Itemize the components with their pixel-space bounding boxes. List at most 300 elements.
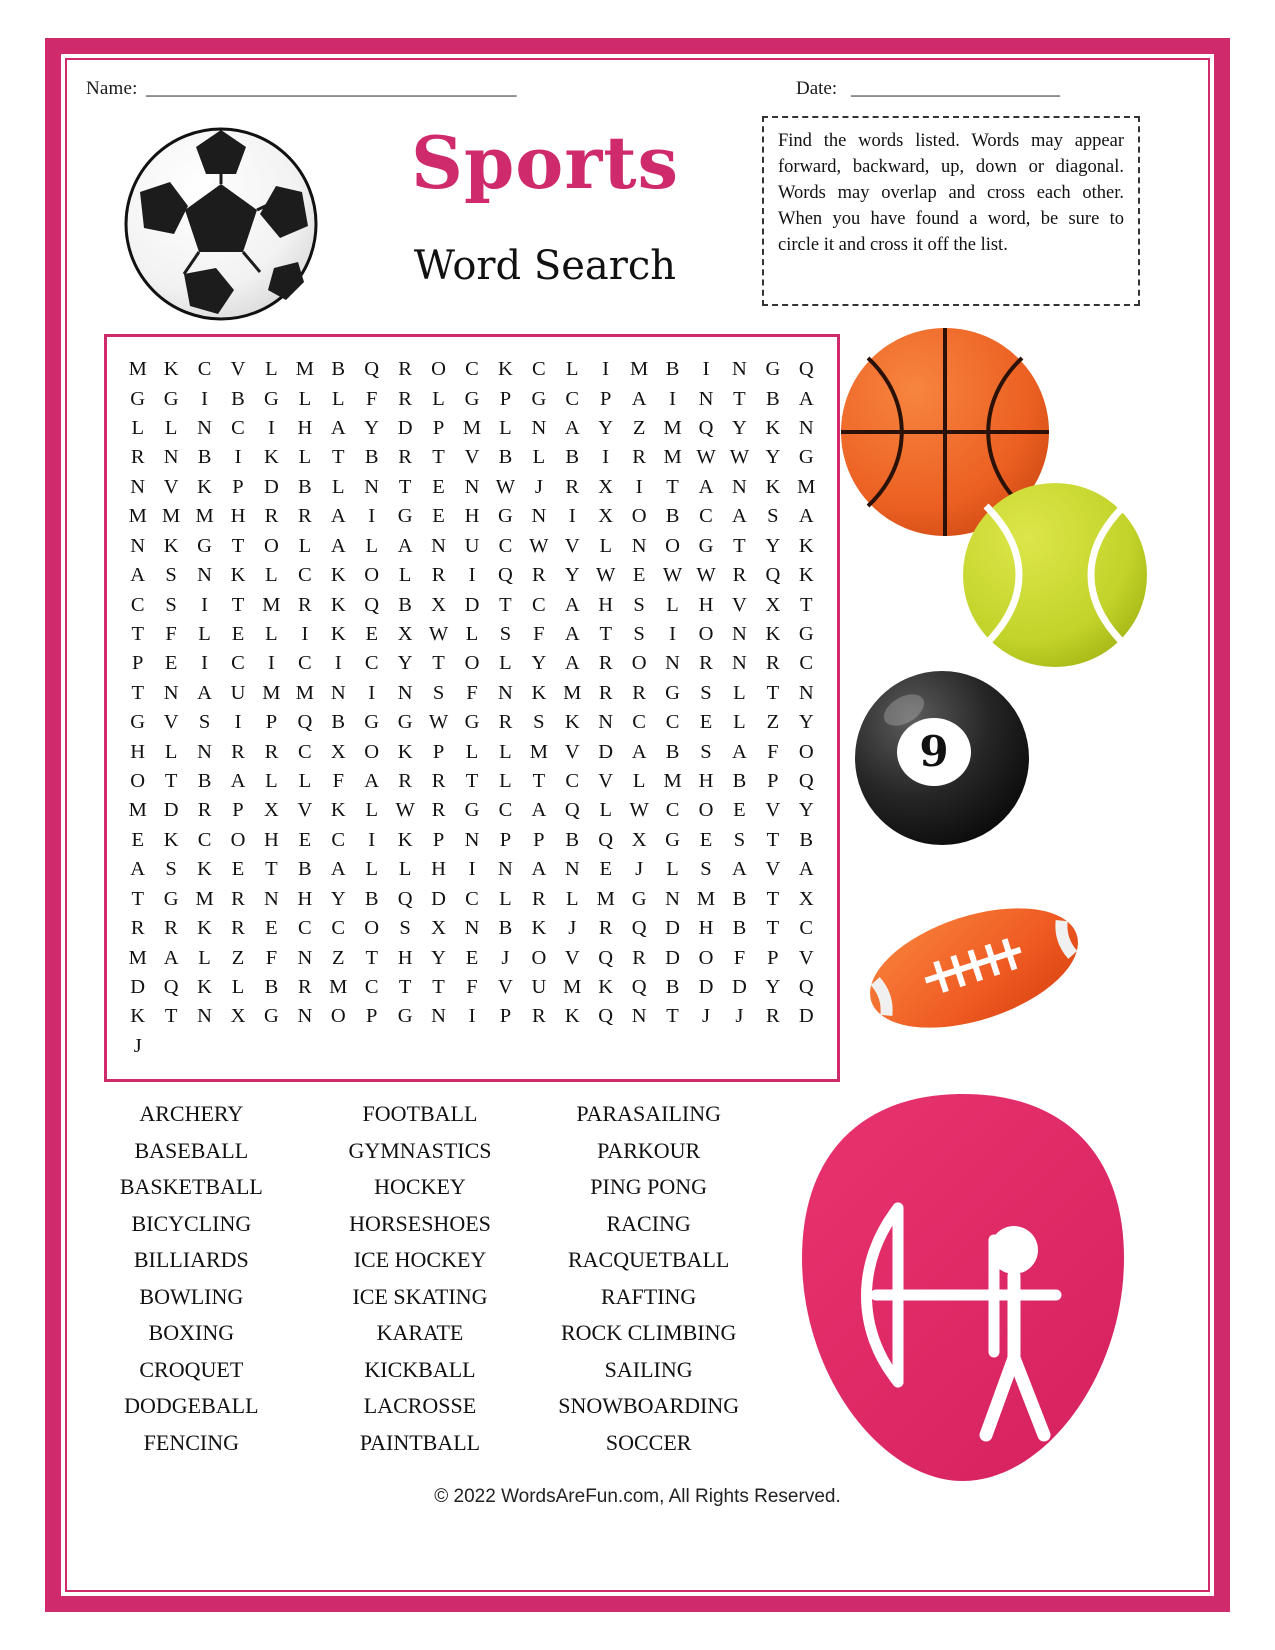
grid-cell: O <box>798 740 814 763</box>
grid-cell: Q <box>798 770 814 793</box>
grid-cell: A <box>798 387 814 410</box>
word-list-item[interactable]: KICKBALL <box>364 1356 476 1382</box>
grid-cell: L <box>465 740 479 763</box>
date-input-line[interactable]: ______________________ <box>851 78 1060 99</box>
grid-cell: J <box>133 1034 142 1057</box>
grid-cell: A <box>564 593 580 616</box>
grid-cell: I <box>368 828 376 851</box>
grid-cell: L <box>198 946 211 969</box>
grid-cell: I <box>635 475 643 498</box>
word-list-item[interactable]: ARCHERY <box>139 1101 244 1126</box>
grid-cell: C <box>197 828 212 851</box>
grid-cell: B <box>665 975 680 998</box>
grid-cell: Q <box>364 593 380 616</box>
grid-cell: M <box>596 887 615 910</box>
grid-cell: L <box>265 770 278 793</box>
grid-cell: N <box>397 681 413 704</box>
grid-cell: A <box>330 534 346 557</box>
grid-cell: K <box>197 975 212 998</box>
grid-cell: K <box>564 711 580 734</box>
grid-cell: H <box>698 593 714 616</box>
word-list-item[interactable]: PARKOUR <box>597 1137 701 1163</box>
grid-cell: V <box>765 858 781 881</box>
grid-cell: N <box>732 358 747 381</box>
grid-cell: G <box>397 505 413 528</box>
word-list-item[interactable]: SNOWBOARDING <box>558 1393 740 1418</box>
grid-cell: I <box>201 593 208 616</box>
grid-cell: G <box>163 387 179 410</box>
name-label: Name: <box>86 78 138 99</box>
grid-cell: W <box>428 711 449 734</box>
date-label: Date: <box>796 78 838 99</box>
grid-cell: E <box>131 828 144 851</box>
grid-cell: J <box>534 475 543 498</box>
grid-cell: M <box>663 446 682 469</box>
grid-cell: L <box>666 593 679 616</box>
grid-cell: L <box>432 387 445 410</box>
grid-cell: L <box>499 652 512 675</box>
grid-cell: B <box>732 770 747 793</box>
page-title: Sports <box>410 120 680 205</box>
grid-cell: L <box>733 711 746 734</box>
grid-cell: D <box>798 1005 814 1028</box>
grid-cell: U <box>464 534 480 557</box>
grid-cell: C <box>465 358 479 381</box>
grid-cell: Q <box>498 564 513 587</box>
grid-cell: D <box>598 740 614 763</box>
grid-cell: G <box>163 887 179 910</box>
grid-cell: K <box>531 681 547 704</box>
grid-cell: G <box>397 711 413 734</box>
grid-cell: Q <box>598 946 614 969</box>
grid-cell: L <box>465 622 479 645</box>
grid-cell: D <box>665 917 680 940</box>
grid-cell: X <box>397 622 413 645</box>
grid-cell: K <box>130 1005 146 1028</box>
grid-cell: G <box>197 534 212 557</box>
grid-cell: N <box>464 828 480 851</box>
grid-cell: C <box>565 387 580 410</box>
word-search-grid[interactable] <box>104 334 840 1082</box>
grid-cell: G <box>130 387 146 410</box>
grid-cell: Y <box>564 564 580 587</box>
grid-cell: B <box>665 358 680 381</box>
word-list-item[interactable]: FENCING <box>143 1429 239 1455</box>
grid-cell: R <box>264 740 279 763</box>
grid-cell: W <box>696 564 716 587</box>
grid-cell: L <box>365 534 378 557</box>
word-list-item[interactable]: CROQUET <box>139 1356 244 1382</box>
grid-cell: A <box>564 417 580 440</box>
grid-cell: R <box>632 946 646 969</box>
grid-cell: B <box>398 593 412 616</box>
grid-cell: K <box>765 475 781 498</box>
grid-cell: L <box>365 799 378 822</box>
word-list-item[interactable]: PAINTBALL <box>359 1429 481 1455</box>
grid-cell: G <box>765 358 781 381</box>
grid-cell: T <box>766 887 780 910</box>
word-list-item[interactable]: BOWLING <box>139 1283 244 1309</box>
grid-cell: N <box>364 475 380 498</box>
grid-cell: G <box>698 534 714 557</box>
grid-cell: Q <box>598 1005 614 1028</box>
grid-cell: S <box>165 564 177 587</box>
grid-cell: B <box>364 887 379 910</box>
grid-cell: Q <box>397 887 413 910</box>
grid-cell: V <box>564 946 580 969</box>
grid-cell: V <box>464 446 480 469</box>
grid-cell: L <box>298 534 312 557</box>
grid-cell: G <box>130 711 146 734</box>
grid-cell: T <box>432 975 445 998</box>
name-input-line[interactable]: _______________________________________ <box>146 78 517 99</box>
grid-cell: H <box>264 828 279 851</box>
grid-cell: K <box>765 622 781 645</box>
grid-cell: N <box>464 475 480 498</box>
grid-cell: K <box>397 740 413 763</box>
grid-cell: J <box>568 917 577 940</box>
word-list-item[interactable]: HOCKEY <box>374 1174 466 1199</box>
grid-cell: G <box>531 387 547 410</box>
grid-cell: A <box>531 799 547 822</box>
grid-cell: L <box>398 858 412 881</box>
grid-cell: A <box>163 946 179 969</box>
grid-cell: V <box>230 358 246 381</box>
grid-cell: G <box>264 387 279 410</box>
grid-cell: K <box>564 1005 580 1028</box>
grid-cell: N <box>798 417 814 440</box>
grid-cell: Y <box>531 652 547 675</box>
soccer-ball-icon <box>118 122 328 327</box>
grid-cell: N <box>631 1005 647 1028</box>
grid-cell: L <box>532 446 546 469</box>
grid-cell: N <box>197 417 212 440</box>
grid-cell: G <box>498 505 513 528</box>
grid-cell: R <box>298 593 312 616</box>
grid-cell: L <box>164 740 178 763</box>
grid-cell: E <box>432 475 445 498</box>
grid-cell: B <box>298 475 312 498</box>
grid-cell: Y <box>330 887 346 910</box>
grid-cell: B <box>197 770 212 793</box>
grid-cell: N <box>297 1005 313 1028</box>
word-list-item[interactable]: ICE SKATING <box>352 1283 488 1309</box>
grid-cell: I <box>201 387 208 410</box>
grid-cell: D <box>698 975 714 998</box>
grid-cell: W <box>629 799 649 822</box>
grid-cell: M <box>162 505 181 528</box>
word-list-item[interactable]: ROCK CLIMBING <box>560 1320 737 1345</box>
grid-cell: P <box>600 387 612 410</box>
grid-cell: T <box>532 770 546 793</box>
grid-cell: C <box>364 975 379 998</box>
grid-cell: Z <box>766 711 780 734</box>
grid-cell: J <box>501 946 510 969</box>
grid-cell: K <box>397 828 413 851</box>
grid-cell: I <box>602 358 610 381</box>
word-list-item[interactable]: DODGEBALL <box>124 1393 259 1418</box>
grid-cell: E <box>164 652 178 675</box>
grid-cell: X <box>798 887 814 910</box>
grid-cell: C <box>298 740 312 763</box>
grid-cell: I <box>468 564 476 587</box>
grid-cell: L <box>666 858 679 881</box>
grid-cell: R <box>766 1005 780 1028</box>
grid-cell: F <box>733 946 746 969</box>
grid-cell: B <box>197 446 212 469</box>
grid-cell: R <box>565 475 580 498</box>
grid-cell: M <box>563 975 582 998</box>
grid-cell: K <box>330 799 346 822</box>
grid-cell: K <box>330 593 346 616</box>
grid-cell: L <box>566 358 579 381</box>
grid-cell: P <box>432 740 445 763</box>
grid-cell: I <box>468 1005 476 1028</box>
word-list-item[interactable]: PING PONG <box>590 1174 708 1199</box>
grid-cell: S <box>165 593 177 616</box>
grid-cell: W <box>395 799 415 822</box>
grid-cell: L <box>499 740 512 763</box>
grid-cell: L <box>398 564 412 587</box>
grid-cell: T <box>766 681 780 704</box>
word-list-item[interactable]: SOCCER <box>605 1429 692 1455</box>
grid-cell: S <box>198 711 211 734</box>
grid-cell: A <box>130 564 146 587</box>
grid-cell: I <box>268 652 275 675</box>
grid-cell: B <box>298 858 312 881</box>
grid-cell: B <box>665 505 680 528</box>
grid-cell: I <box>368 505 376 528</box>
grid-cell: K <box>498 358 513 381</box>
grid-cell: Q <box>698 417 714 440</box>
grid-cell: V <box>564 740 580 763</box>
grid-cell: A <box>564 622 580 645</box>
grid-cell: B <box>665 740 680 763</box>
word-list-item[interactable]: ICE HOCKEY <box>353 1247 487 1272</box>
grid-cell: F <box>533 622 545 645</box>
grid-cell: W <box>662 564 683 587</box>
grid-cell: K <box>531 917 547 940</box>
grid-cell: L <box>499 417 512 440</box>
grid-cell: L <box>332 387 345 410</box>
grid-cell: R <box>532 564 546 587</box>
grid-cell: P <box>232 799 244 822</box>
word-list-item[interactable]: FOOTBALL <box>362 1101 478 1126</box>
grid-cell: S <box>499 622 512 645</box>
word-list-item[interactable]: KARATE <box>376 1320 464 1345</box>
word-list-item[interactable]: BASKETBALL <box>119 1174 263 1199</box>
grid-cell: T <box>231 534 245 557</box>
grid-cell: S <box>165 858 177 881</box>
grid-cell: E <box>699 711 713 734</box>
grid-cell: P <box>767 946 779 969</box>
grid-cell: J <box>635 858 644 881</box>
grid-cell: T <box>398 475 412 498</box>
grid-cell: S <box>733 828 746 851</box>
grid-cell: N <box>431 534 446 557</box>
grid-cell: L <box>198 622 211 645</box>
grid-cell: M <box>128 505 147 528</box>
grid-cell: R <box>431 770 446 793</box>
word-list-item[interactable]: GYMNASTICS <box>348 1137 492 1163</box>
grid-cell: E <box>733 799 746 822</box>
grid-cell: A <box>330 417 346 440</box>
grid-cell: R <box>699 652 713 675</box>
grid-cell: R <box>431 799 446 822</box>
grid-cell: J <box>735 1005 744 1028</box>
grid-cell: R <box>732 564 747 587</box>
grid-cell: L <box>265 358 278 381</box>
grid-cell: O <box>698 799 714 822</box>
grid-cell: B <box>231 387 245 410</box>
grid-cell: N <box>197 1005 212 1028</box>
grid-cell: I <box>669 387 676 410</box>
grid-cell: N <box>197 740 212 763</box>
grid-cell: A <box>130 858 146 881</box>
grid-cell: B <box>732 917 747 940</box>
grid-cell: W <box>428 622 449 645</box>
grid-cell: T <box>599 622 612 645</box>
grid-cell: T <box>164 770 178 793</box>
grid-cell: C <box>231 417 245 440</box>
grid-cell: L <box>298 770 312 793</box>
instructions-box: Find the words listed. Words may appear forward, backward, up, down or diagonal. Words may overlap and cross each other. When you have found a word, be sure to circle it and cross it off the list. <box>762 116 1140 306</box>
grid-cell: Y <box>364 417 380 440</box>
grid-cell: K <box>163 828 179 851</box>
grid-cell: G <box>665 828 680 851</box>
grid-cell: T <box>432 446 445 469</box>
grid-cell: T <box>231 593 245 616</box>
word-list-item[interactable]: RACING <box>606 1210 691 1236</box>
grid-cell: R <box>231 917 245 940</box>
grid-cell: C <box>298 564 312 587</box>
grid-cell: Y <box>765 534 781 557</box>
grid-cell: N <box>163 446 179 469</box>
grid-cell: E <box>231 622 245 645</box>
grid-cell: M <box>128 946 147 969</box>
word-list-item[interactable]: LACROSSE <box>363 1393 477 1418</box>
grid-cell: O <box>230 828 246 851</box>
grid-cell: N <box>732 475 747 498</box>
grid-cell: C <box>565 770 580 793</box>
grid-cell: O <box>364 564 380 587</box>
grid-cell: N <box>297 946 313 969</box>
word-list-item[interactable]: BILLIARDS <box>133 1247 249 1272</box>
grid-cell: S <box>432 681 445 704</box>
grid-cell: M <box>128 358 147 381</box>
grid-cell: H <box>230 505 246 528</box>
word-list-item[interactable]: SAILING <box>604 1356 693 1382</box>
grid-cell: A <box>197 681 212 704</box>
grid-cell: C <box>699 505 713 528</box>
word-list-item[interactable]: PARASAILING <box>576 1101 721 1126</box>
grid-cell: C <box>532 358 546 381</box>
grid-cell: B <box>364 446 379 469</box>
grid-cell: X <box>431 917 446 940</box>
grid-cell: Q <box>631 917 647 940</box>
grid-cell: D <box>130 975 146 998</box>
grid-cell: E <box>465 946 479 969</box>
grid-cell: R <box>431 564 446 587</box>
grid-cell: E <box>599 858 612 881</box>
grid-cell: C <box>665 711 680 734</box>
grid-cell: L <box>599 799 612 822</box>
grid-cell: R <box>298 975 312 998</box>
grid-cell: C <box>665 799 680 822</box>
grid-cell: R <box>632 681 646 704</box>
word-list-item[interactable]: BASEBALL <box>134 1137 249 1163</box>
grid-cell: A <box>732 858 747 881</box>
grid-cell: N <box>264 887 279 910</box>
grid-cell: O <box>364 740 380 763</box>
grid-cell: B <box>498 917 513 940</box>
grid-cell: T <box>733 534 746 557</box>
grid-cell: E <box>699 828 713 851</box>
word-list-item[interactable]: RAFTING <box>600 1283 697 1309</box>
grid-cell: D <box>464 593 480 616</box>
grid-cell: L <box>499 887 512 910</box>
word-list-item[interactable]: RACQUETBALL <box>568 1247 730 1272</box>
grid-cell: H <box>698 770 714 793</box>
grid-cell: M <box>262 681 281 704</box>
football-icon <box>862 878 1087 1058</box>
grid-cell: A <box>330 858 346 881</box>
grid-cell: K <box>798 564 814 587</box>
grid-cell: T <box>131 887 144 910</box>
grid-cell: R <box>398 770 412 793</box>
grid-cell: K <box>163 358 179 381</box>
grid-cell: D <box>431 887 446 910</box>
grid-cell: Z <box>231 946 245 969</box>
grid-cell: P <box>767 770 779 793</box>
grid-cell: T <box>398 975 412 998</box>
archer-icon <box>798 1090 1128 1485</box>
grid-cell: I <box>234 446 242 469</box>
grid-cell: O <box>631 652 647 675</box>
grid-cell: Q <box>798 358 814 381</box>
grid-cell: V <box>163 475 179 498</box>
grid-cell: O <box>464 652 480 675</box>
word-list-item[interactable]: HORSESHOES <box>349 1210 491 1236</box>
grid-cell: G <box>798 446 814 469</box>
grid-cell: M <box>663 417 682 440</box>
grid-cell: N <box>531 505 547 528</box>
grid-cell: U <box>531 975 547 998</box>
grid-cell: T <box>164 1005 178 1028</box>
grid-cell: L <box>265 622 278 645</box>
grid-cell: T <box>365 946 378 969</box>
grid-cell: N <box>564 858 580 881</box>
grid-cell: B <box>799 828 814 851</box>
grid-cell: M <box>195 505 214 528</box>
grid-cell: G <box>397 1005 413 1028</box>
grid-cell: V <box>765 799 781 822</box>
grid-cell: R <box>264 505 279 528</box>
grid-cell: W <box>596 564 616 587</box>
grid-cell: C <box>331 917 346 940</box>
grid-cell: E <box>365 622 378 645</box>
grid-cell: A <box>698 475 714 498</box>
grid-cell: H <box>598 593 614 616</box>
grid-cell: A <box>798 858 814 881</box>
grid-cell: T <box>733 387 746 410</box>
grid-cell: B <box>498 446 513 469</box>
grid-cell: V <box>498 975 513 998</box>
word-list-item[interactable]: BOXING <box>148 1320 235 1345</box>
grid-cell: E <box>432 505 445 528</box>
grid-cell: N <box>330 681 346 704</box>
word-list-item[interactable]: BICYCLING <box>131 1210 252 1236</box>
